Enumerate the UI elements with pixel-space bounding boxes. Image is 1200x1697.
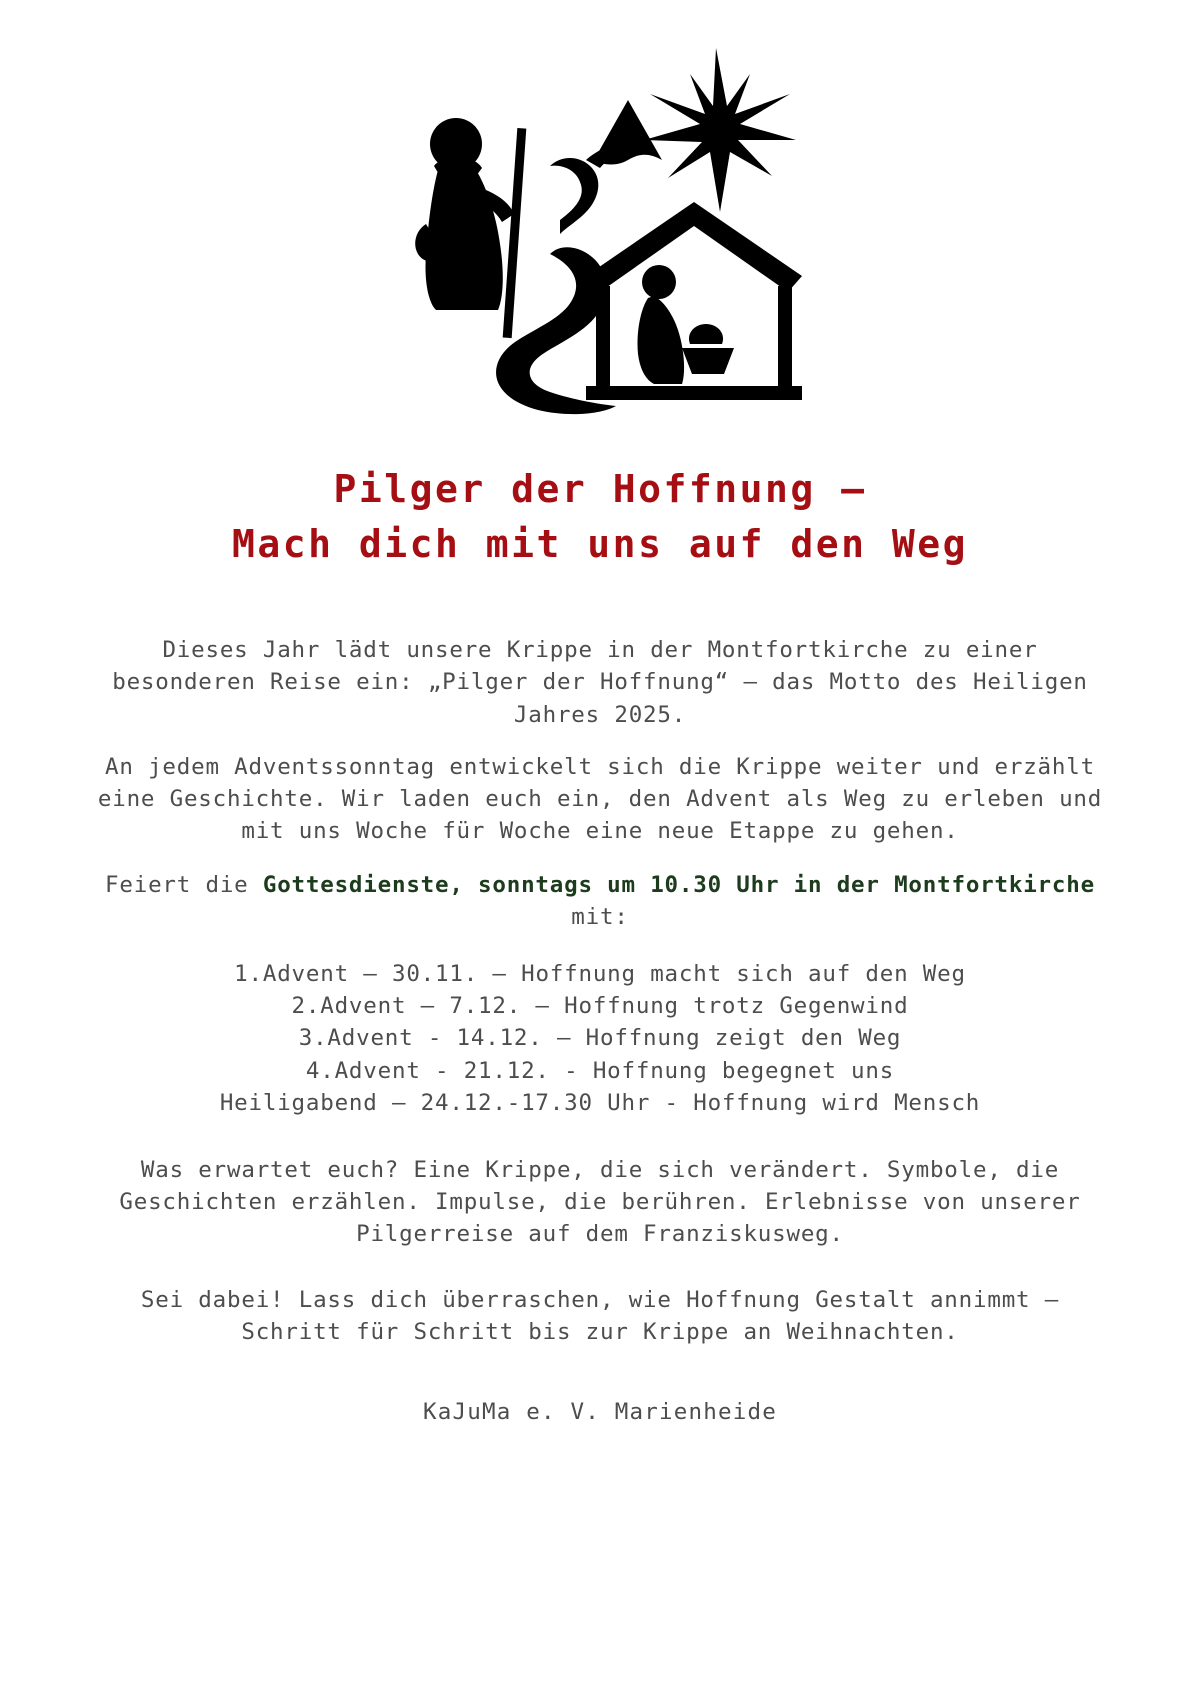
advent-schedule-list — [95, 958, 1105, 1120]
poster-body — [95, 634, 1105, 1428]
list-item: 2.Advent – 7.12. – Hoffnung trotz Gegenwind — [291, 992, 909, 1019]
poster-title — [0, 462, 1200, 572]
services-paragraph — [95, 869, 1105, 933]
pilgrim-nativity-star-illustration — [390, 48, 810, 428]
intro-paragraph: Dieses Jahr lädt unsere Krippe in der Montfortkirche zu einer besonderen Reise ein: „Pilger der Hoffnung“ – das Motto des Heiligen Jahres 2025. — [112, 637, 1088, 728]
services-suffix: mit: — [571, 904, 629, 931]
services-highlight: Gottesdienste, sonntags um 10.30 Uhr in der Montfortkirche — [262, 872, 1095, 899]
illustration-container — [0, 0, 1200, 428]
services-prefix: Feiert die — [105, 872, 263, 899]
list-item: Heiligabend – 24.12.-17.30 Uhr - Hoffnung wird Mensch — [219, 1090, 981, 1117]
list-item: 1.Advent – 30.11. – Hoffnung macht sich auf den Weg — [234, 960, 966, 987]
title-line-2: Mach dich mit uns auf den Weg — [232, 522, 968, 567]
journey-paragraph: An jedem Adventssonntag entwickelt sich die Krippe weiter und erzählt eine Geschichte. Wir laden euch ein, den Advent als Weg zu erleben und mit uns Woche für Woche eine neue Etappe zu gehen. — [97, 753, 1103, 845]
list-item: 4.Advent - 21.12. - Hoffnung begegnet uns — [305, 1057, 895, 1084]
list-item: 3.Advent - 14.12. – Hoffnung zeigt den Weg — [298, 1025, 902, 1052]
invitation-paragraph: Sei dabei! Lass dich überraschen, wie Hoffnung Gestalt annimmt – Schritt für Schritt bis zur Krippe an Weihnachten. — [140, 1287, 1060, 1346]
organisation-signature: KaJuMa e. V. Marienheide — [423, 1399, 777, 1426]
expectations-paragraph: Was erwartet euch? Eine Krippe, die sich verändert. Symbole, die Geschichten erzählen. Impulse, die berühren. Erlebnisse von unserer Pilgerreise auf dem Franziskusweg. — [119, 1156, 1081, 1247]
title-line-1: Pilger der Hoffnung – — [333, 467, 867, 511]
